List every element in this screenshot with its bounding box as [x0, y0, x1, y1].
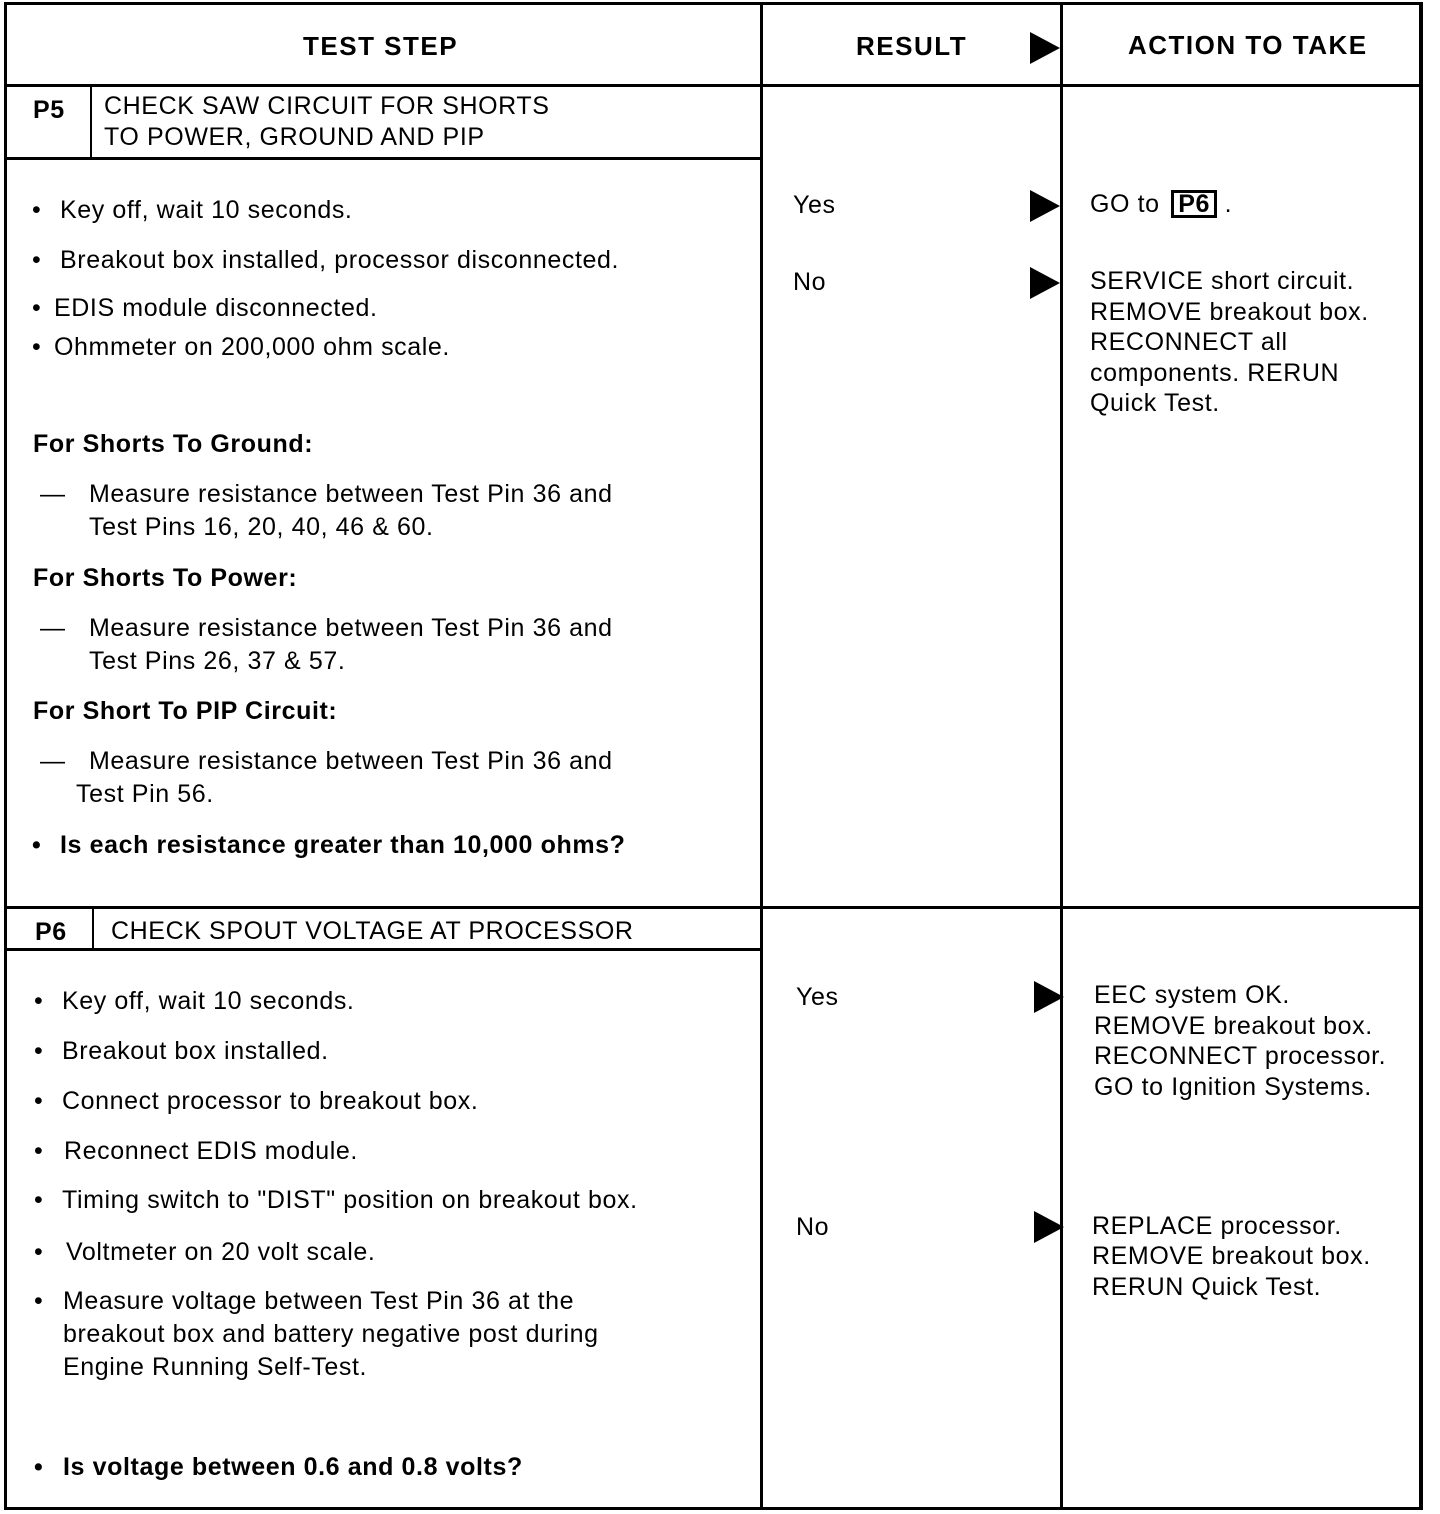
p6-label-divider — [92, 908, 94, 950]
table-border-bottom — [4, 1507, 1423, 1510]
p6-action-yes-line3: RECONNECT processor. — [1094, 1042, 1387, 1070]
p5-action-yes-prefix: GO to — [1090, 190, 1160, 218]
p6-bullet-3: • — [34, 1087, 44, 1115]
p5-ground-heading: For Shorts To Ground: — [33, 430, 314, 458]
p5-pip-heading: For Short To PIP Circuit: — [33, 697, 338, 725]
p5-title-underline — [4, 157, 762, 160]
table-border-left — [4, 2, 7, 1510]
p6-bullet-5: • — [34, 1186, 44, 1214]
p5-action-no-line1: SERVICE short circuit. — [1090, 267, 1355, 295]
p5-power-dash: — — [40, 614, 66, 642]
p5-no-arrow-icon — [1030, 267, 1060, 299]
p6-action-yes-line1: EEC system OK. — [1094, 981, 1290, 1009]
p6-result-no: No — [796, 1213, 830, 1241]
p5-step-4: Ohmmeter on 200,000 ohm scale. — [54, 333, 450, 361]
p5-step-1: Key off, wait 10 seconds. — [60, 196, 353, 224]
p6-action-no-line1: REPLACE processor. — [1092, 1212, 1342, 1240]
p6-yes-arrow-icon — [1034, 981, 1064, 1013]
section-divider — [4, 906, 1422, 909]
p6-action-no-line2: REMOVE breakout box. — [1092, 1242, 1371, 1270]
p6-step-reference[interactable]: P6 — [1171, 190, 1217, 218]
p5-ground-dash: — — [40, 480, 66, 508]
p5-ground-line1: Measure resistance between Test Pin 36 and — [89, 480, 613, 508]
header-result: RESULT — [856, 31, 968, 61]
p6-title: CHECK SPOUT VOLTAGE AT PROCESSOR — [111, 917, 634, 945]
p5-pip-dash: — — [40, 747, 66, 775]
p5-step-3: EDIS module disconnected. — [54, 294, 378, 322]
p6-title-underline — [4, 948, 762, 951]
p6-step-6: Voltmeter on 20 volt scale. — [66, 1238, 376, 1266]
p6-no-arrow-icon — [1034, 1211, 1064, 1243]
p5-action-yes-suffix: . — [1224, 190, 1233, 218]
p5-result-no: No — [793, 268, 827, 296]
p6-step-4: Reconnect EDIS module. — [64, 1137, 358, 1165]
p6-question-bullet: • — [34, 1453, 44, 1481]
p5-action-no-line5: Quick Test. — [1090, 389, 1220, 417]
p6-action-yes-line4: GO to Ignition Systems. — [1094, 1073, 1372, 1101]
p5-power-line1: Measure resistance between Test Pin 36 and — [89, 614, 613, 642]
header-action: ACTION TO TAKE — [1128, 30, 1368, 60]
column-divider-result — [760, 2, 763, 1510]
column-divider-action — [1060, 2, 1063, 1510]
p5-action-no-line3: RECONNECT all — [1090, 328, 1288, 356]
p6-step-id: P6 — [35, 918, 67, 946]
p5-yes-arrow-icon — [1030, 190, 1060, 222]
header-arrow-icon — [1030, 32, 1060, 64]
p5-bullet-1: • — [32, 196, 42, 224]
p5-power-line2: Test Pins 26, 37 & 57. — [89, 647, 346, 675]
p5-bullet-3: • — [32, 294, 42, 322]
p5-pip-line2: Test Pin 56. — [76, 780, 214, 808]
p6-step-1: Key off, wait 10 seconds. — [62, 987, 355, 1015]
header-test-step: TEST STEP — [303, 31, 459, 61]
p5-label-divider — [90, 86, 92, 159]
p6-measure-line1: Measure voltage between Test Pin 36 at the — [63, 1287, 575, 1315]
p5-step-2: Breakout box installed, processor disconnected. — [60, 246, 620, 274]
p6-question: Is voltage between 0.6 and 0.8 volts? — [63, 1453, 523, 1481]
p6-step-3: Connect processor to breakout box. — [62, 1087, 479, 1115]
table-border-right — [1419, 2, 1423, 1510]
p6-bullet-4: • — [34, 1137, 44, 1165]
p5-power-heading: For Shorts To Power: — [33, 564, 298, 592]
p5-ground-line2: Test Pins 16, 20, 40, 46 & 60. — [89, 513, 434, 541]
p6-bullet-1: • — [34, 987, 44, 1015]
p5-pip-line1: Measure resistance between Test Pin 36 and — [89, 747, 613, 775]
p5-title-line2: TO POWER, GROUND AND PIP — [104, 123, 485, 151]
p5-question-bullet: • — [32, 831, 42, 859]
p6-bullet-2: • — [34, 1037, 44, 1065]
p6-measure-line2: breakout box and battery negative post during — [63, 1320, 599, 1348]
p6-step-5: Timing switch to "DIST" position on breakout box. — [62, 1186, 638, 1214]
p5-action-no-line4: components. RERUN — [1090, 359, 1340, 387]
p5-bullet-2: • — [32, 246, 42, 274]
p6-bullet-7: • — [34, 1287, 44, 1315]
p5-action-no-line2: REMOVE breakout box. — [1090, 298, 1369, 326]
header-divider — [4, 84, 1422, 87]
p6-action-yes-line2: REMOVE breakout box. — [1094, 1012, 1373, 1040]
table-border-top — [4, 2, 1422, 5]
p5-action-yes — [1090, 188, 1232, 221]
p6-action-no-line3: RERUN Quick Test. — [1092, 1273, 1322, 1301]
p6-result-yes: Yes — [796, 983, 839, 1011]
p6-step-2: Breakout box installed. — [62, 1037, 329, 1065]
p5-bullet-4: • — [32, 333, 42, 361]
p5-question: Is each resistance greater than 10,000 ohms? — [60, 831, 626, 859]
p6-measure-line3: Engine Running Self-Test. — [63, 1353, 368, 1381]
p6-bullet-6: • — [34, 1238, 44, 1266]
p5-title-line1: CHECK SAW CIRCUIT FOR SHORTS — [104, 92, 550, 120]
p5-step-id: P5 — [33, 96, 65, 124]
p5-result-yes: Yes — [793, 191, 836, 219]
